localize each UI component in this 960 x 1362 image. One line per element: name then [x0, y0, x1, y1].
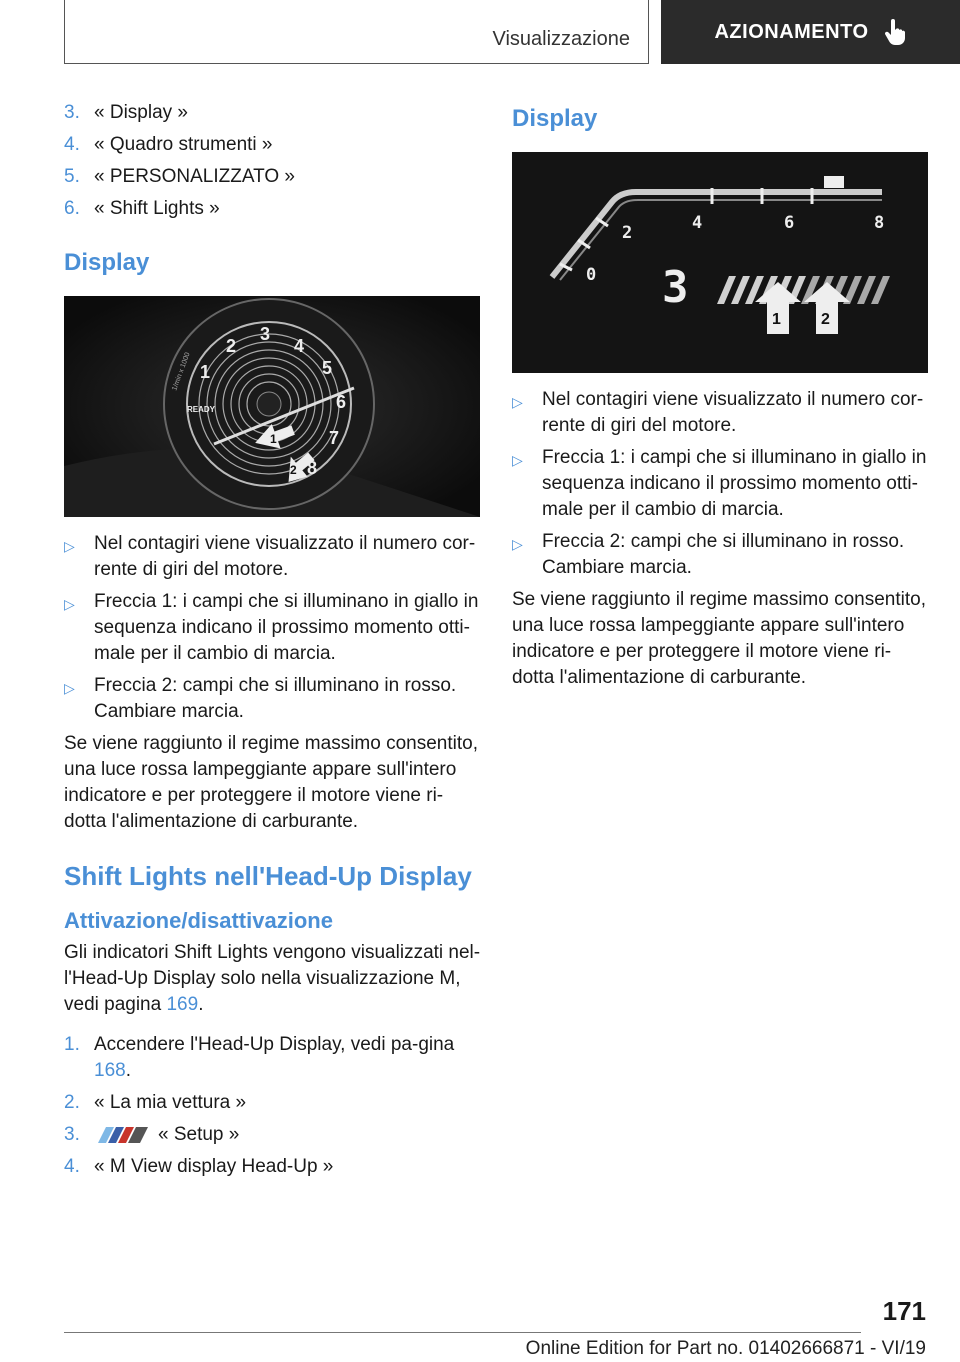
- footer-divider: [64, 1332, 861, 1333]
- paragraph-end: .: [198, 994, 204, 1015]
- display-heading: Display: [64, 249, 150, 276]
- list-item: [64, 196, 482, 222]
- step-number: 2.: [64, 1092, 80, 1113]
- bullet-text: Freccia 2: campi che si illuminano in rosso. Cambiare marcia.: [94, 675, 457, 722]
- subsection-heading: Attivazione/disattivazione: [64, 908, 333, 933]
- triangle-bullet-icon: ▷: [512, 452, 523, 468]
- step-number: 3.: [64, 102, 80, 123]
- arrow-label: 1: [270, 432, 277, 446]
- tick-label: 4: [294, 336, 305, 356]
- list-item: [64, 1154, 482, 1180]
- list-item: [64, 132, 482, 158]
- list-item: [512, 529, 930, 581]
- list-item: [512, 387, 930, 439]
- tick-label: 2: [226, 336, 237, 356]
- body-paragraph: [64, 940, 482, 1018]
- step-number: 3.: [64, 1124, 80, 1145]
- list-item: [64, 589, 482, 667]
- list-item: [64, 164, 482, 190]
- tick-label: 3: [260, 324, 271, 344]
- bullet-text: Freccia 1: i campi che si illuminano in giallo in sequenza indicano il prossimo momento otti-male per il cambio di marcia.: [542, 447, 927, 520]
- header-section-title: Visualizzazione: [492, 28, 630, 50]
- unit-label: 1/min x 1000: [171, 351, 192, 392]
- step-end: .: [125, 1060, 131, 1081]
- header-chapter-tab[interactable]: [661, 0, 960, 64]
- right-column: [512, 100, 930, 691]
- tick-label: 5: [322, 358, 333, 378]
- step-text: « PERSONALIZZATO »: [94, 166, 295, 187]
- section-heading: Shift Lights nell'Head-Up Display: [64, 861, 472, 891]
- hand-pointer-icon: [883, 19, 907, 45]
- arrow-label: 1: [772, 311, 781, 328]
- scale-label: 8: [874, 213, 885, 233]
- triangle-bullet-icon: ▷: [64, 680, 75, 696]
- scale-label: 6: [784, 213, 795, 233]
- list-item: [64, 531, 482, 583]
- footer-edition: Online Edition for Part no. 01402666871 - VI/19: [525, 1338, 926, 1359]
- chapter-label: AZIONAMENTO: [714, 20, 869, 43]
- step-text: « M View display Head-Up »: [94, 1156, 334, 1177]
- bullet-text: Nel contagiri viene visualizzato il numero cor-rente di giri del motore.: [94, 533, 476, 580]
- left-column: [64, 100, 482, 1186]
- tick-label: 7: [329, 428, 340, 448]
- scale-label: 4: [692, 213, 703, 233]
- step-number: 1.: [64, 1034, 80, 1055]
- display-heading: Display: [512, 105, 598, 132]
- arrow-label: 2: [821, 311, 830, 328]
- arrow-label: 2: [290, 463, 297, 477]
- hud-shift-lights-figure: [512, 152, 928, 373]
- list-item: [64, 1032, 482, 1084]
- step-number: 6.: [64, 198, 80, 219]
- body-paragraph: Se viene raggiunto il regime massimo consentito, una luce rossa lampeggiante appare sull'intero indicatore e per proteggere il motore viene ri-dotta l'alimentazione di carburante.: [64, 733, 478, 832]
- list-item: [64, 1090, 482, 1116]
- step-number: 5.: [64, 166, 80, 187]
- body-paragraph: Se viene raggiunto il regime massimo consentito, una luce rossa lampeggiante appare sull'intero indicatore e per proteggere il motore viene ri-dotta l'alimentazione di carburante.: [512, 589, 926, 688]
- step-text: « Setup »: [158, 1124, 240, 1145]
- step-number: 4.: [64, 134, 80, 155]
- step-text: « Quadro strumenti »: [94, 134, 273, 155]
- paragraph-text: Gli indicatori Shift Lights vengono visualizzati nel-l'Head-Up Display solo nella visualizzazione M, vedi pagina: [64, 942, 481, 1015]
- bullet-text: Freccia 1: i campi che si illuminano in giallo in sequenza indicano il prossimo momento otti-male per il cambio di marcia.: [94, 591, 479, 664]
- triangle-bullet-icon: ▷: [64, 596, 75, 612]
- bullet-text: Nel contagiri viene visualizzato il numero cor-rente di giri del motore.: [542, 389, 924, 436]
- ready-label: READY: [187, 405, 216, 414]
- page-link[interactable]: 168: [94, 1060, 126, 1081]
- step-text: Accendere l'Head-Up Display, vedi pa-gina: [94, 1034, 455, 1055]
- tick-label: 8: [307, 458, 318, 478]
- step-text: « La mia vettura »: [94, 1092, 247, 1113]
- list-item: [512, 445, 930, 523]
- list-item: [64, 100, 482, 126]
- step-number: 4.: [64, 1156, 80, 1177]
- tick-label: 6: [336, 392, 347, 412]
- triangle-bullet-icon: ▷: [512, 536, 523, 552]
- page-link[interactable]: 169: [166, 994, 199, 1015]
- gear-indicator: 3: [662, 262, 689, 313]
- tachometer-figure: [64, 296, 480, 517]
- tick-label: 1: [200, 362, 211, 382]
- page-number: 171: [882, 1296, 926, 1326]
- triangle-bullet-icon: ▷: [64, 538, 75, 554]
- triangle-bullet-icon: ▷: [512, 394, 523, 410]
- scale-label: 0: [586, 265, 597, 285]
- list-item: [64, 673, 482, 725]
- step-text: « Shift Lights »: [94, 198, 220, 219]
- scale-label: 2: [622, 223, 633, 243]
- bullet-text: Freccia 2: campi che si illuminano in rosso. Cambiare marcia.: [542, 531, 905, 578]
- step-text: « Display »: [94, 102, 188, 123]
- list-item: [64, 1122, 482, 1148]
- m-logo-icon: [94, 1127, 148, 1143]
